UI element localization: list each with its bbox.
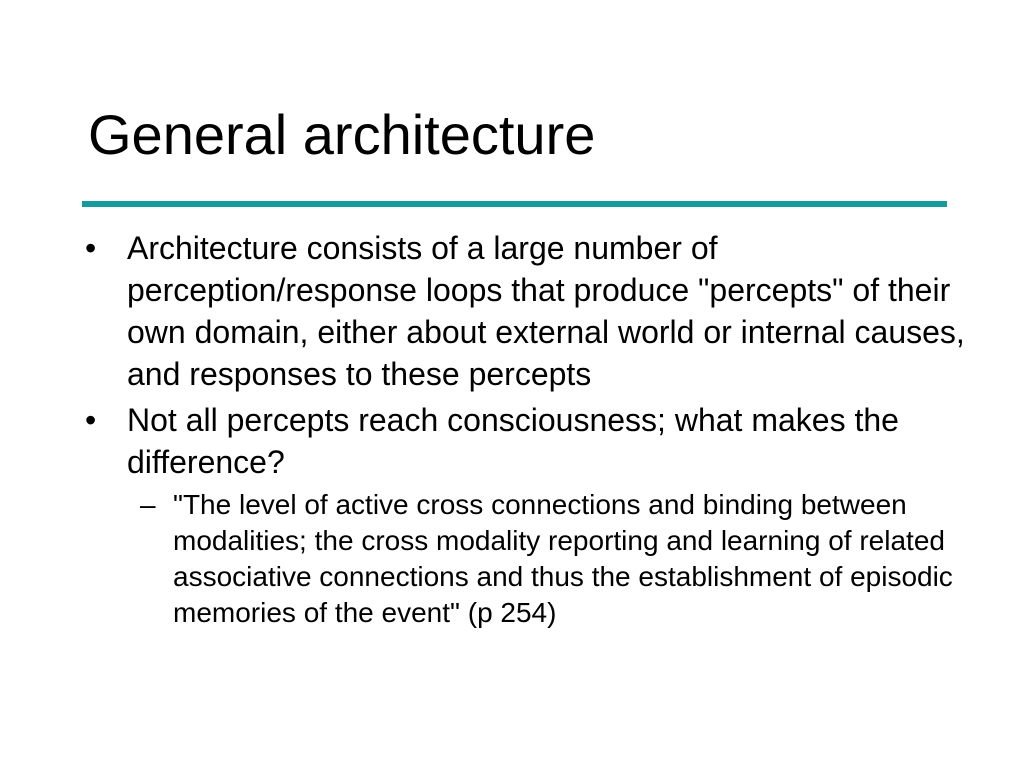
sub-bullet-text: "The level of active cross connections and binding between modalities; the cross modality reporting and learning of related associative connections and thus the establishment of episodic memories of the event" (p 254) (173, 489, 953, 628)
slide-body (85, 227, 965, 631)
sub-bullet-item (85, 487, 965, 631)
slide-title: General architecture (88, 103, 596, 166)
bullet-icon: • (85, 402, 97, 438)
bullet-item (85, 227, 965, 395)
title-divider (82, 201, 947, 207)
bullet-icon: • (85, 230, 97, 266)
dash-icon: – (140, 489, 156, 520)
bullet-text: Architecture consists of a large number of perception/response loops that produce "percepts" of their own domain, either about external world or internal causes, and responses to these percepts (127, 230, 965, 392)
bullet-item (85, 399, 965, 483)
bullet-text: Not all percepts reach consciousness; what makes the difference? (127, 402, 899, 480)
sub-bullet-list (85, 487, 965, 631)
